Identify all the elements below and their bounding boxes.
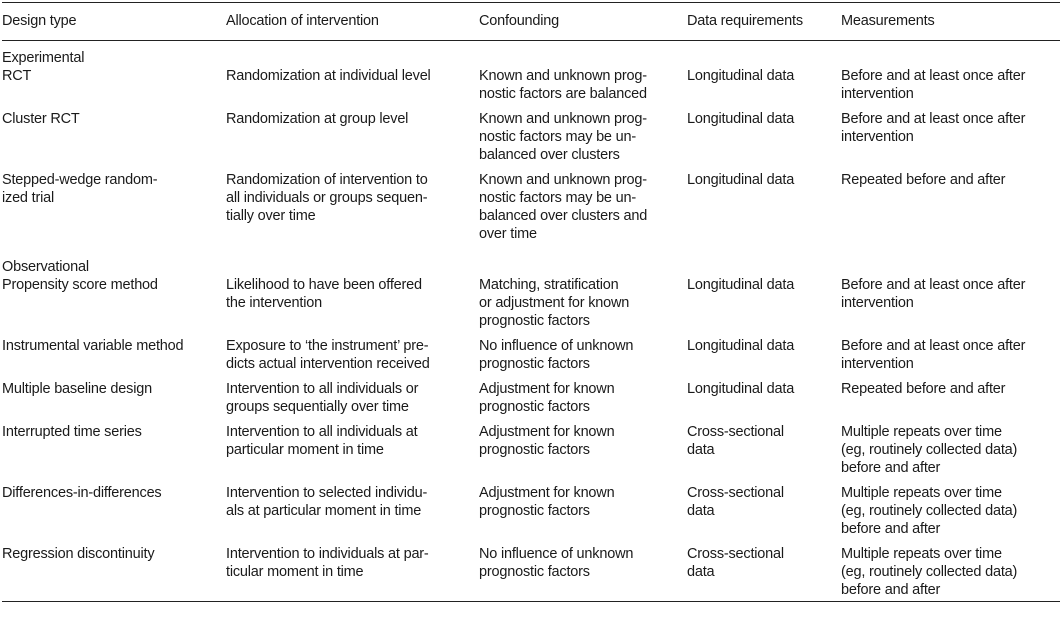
cell-data-requirements: Longitudinal data [687, 111, 795, 127]
cell-design-type: Multiple baseline design [2, 381, 152, 397]
group-label: Experimental [2, 50, 85, 66]
study-design-table [2, 2, 1060, 602]
cell-design-type: Differences-in-differences [2, 485, 162, 501]
group-label: Observational [2, 259, 89, 275]
cell-data-requirements: Cross-sectional data [687, 545, 841, 602]
cell-confounding: Adjustment for known prognostic factors [479, 485, 615, 519]
table-row [2, 423, 1060, 484]
table-row [2, 380, 1060, 423]
table-row [2, 484, 1060, 545]
table-row [2, 545, 1060, 602]
table-row [2, 337, 1060, 380]
cell-allocation: Randomization at individual level [226, 68, 431, 84]
cell-confounding: Known and unknown prog- nostic factors are balanced [479, 68, 647, 102]
cell-allocation: Intervention to individuals at par- ticular moment in time [226, 545, 479, 602]
cell-confounding: No influence of unknown prognostic factors [479, 338, 634, 372]
page [0, 2, 1062, 635]
cell-measurements: Before and at least once after intervention [841, 111, 1026, 145]
cell-confounding: Known and unknown prog- nostic factors may be un- balanced over clusters and over time [479, 172, 648, 242]
cell-design-type: Cluster RCT [2, 111, 80, 127]
table-body [2, 41, 1060, 602]
cell-design-type: Regression discontinuity [2, 545, 226, 602]
cell-data-requirements: Longitudinal data [687, 277, 795, 293]
cell-measurements: Multiple repeats over time (eg, routinely collected data) before and after [841, 545, 1060, 602]
table-row [2, 276, 1060, 337]
header-data-requirements: Data requirements [687, 3, 841, 41]
cell-measurements: Before and at least once after intervention [841, 68, 1026, 102]
cell-allocation: Randomization of intervention to all individuals or groups sequen- tially over time [226, 172, 428, 224]
cell-data-requirements: Longitudinal data [687, 172, 795, 188]
cell-allocation: Intervention to all individuals or groups sequentially over time [226, 381, 419, 415]
cell-data-requirements: Longitudinal data [687, 338, 795, 354]
header-allocation: Allocation of intervention [226, 3, 479, 41]
cell-confounding: Adjustment for known prognostic factors [479, 424, 615, 458]
cell-confounding: Known and unknown prog- nostic factors may be un- balanced over clusters [479, 111, 647, 163]
header-measurements: Measurements [841, 3, 1060, 41]
group-row [2, 41, 1060, 68]
cell-confounding: No influence of unknown prognostic factors [479, 545, 687, 602]
cell-measurements: Before and at least once after intervention [841, 338, 1026, 372]
cell-data-requirements: Longitudinal data [687, 68, 795, 84]
cell-allocation: Exposure to ‘the instrument’ pre- dicts actual intervention received [226, 338, 430, 372]
cell-design-type: RCT [2, 68, 32, 84]
header-design-type: Design type [2, 3, 226, 41]
cell-design-type: Interrupted time series [2, 424, 142, 440]
table-row [2, 67, 1060, 110]
cell-allocation: Randomization at group level [226, 111, 409, 127]
cell-allocation: Intervention to selected individu- als at particular moment in time [226, 485, 428, 519]
header-row [2, 3, 1060, 41]
cell-design-type: Stepped-wedge random- ized trial [2, 172, 158, 206]
cell-measurements: Multiple repeats over time (eg, routinely collected data) before and after [841, 485, 1018, 537]
cell-data-requirements: Cross-sectional data [687, 424, 784, 458]
cell-measurements: Repeated before and after [841, 381, 1006, 397]
cell-data-requirements: Cross-sectional data [687, 485, 784, 519]
table-row [2, 110, 1060, 171]
group-row [2, 250, 1060, 276]
cell-design-type: Propensity score method [2, 277, 158, 293]
header-confounding: Confounding [479, 3, 687, 41]
cell-data-requirements: Longitudinal data [687, 381, 795, 397]
cell-measurements: Repeated before and after [841, 172, 1006, 188]
cell-allocation: Intervention to all individuals at particular moment in time [226, 424, 418, 458]
table-row [2, 171, 1060, 250]
cell-confounding: Adjustment for known prognostic factors [479, 381, 615, 415]
cell-measurements: Before and at least once after intervention [841, 277, 1026, 311]
cell-confounding: Matching, stratification or adjustment for known prognostic factors [479, 277, 630, 329]
cell-allocation: Likelihood to have been offered the intervention [226, 277, 422, 311]
table-header [2, 3, 1060, 41]
cell-design-type: Instrumental variable method [2, 338, 184, 354]
cell-measurements: Multiple repeats over time (eg, routinely collected data) before and after [841, 424, 1018, 476]
